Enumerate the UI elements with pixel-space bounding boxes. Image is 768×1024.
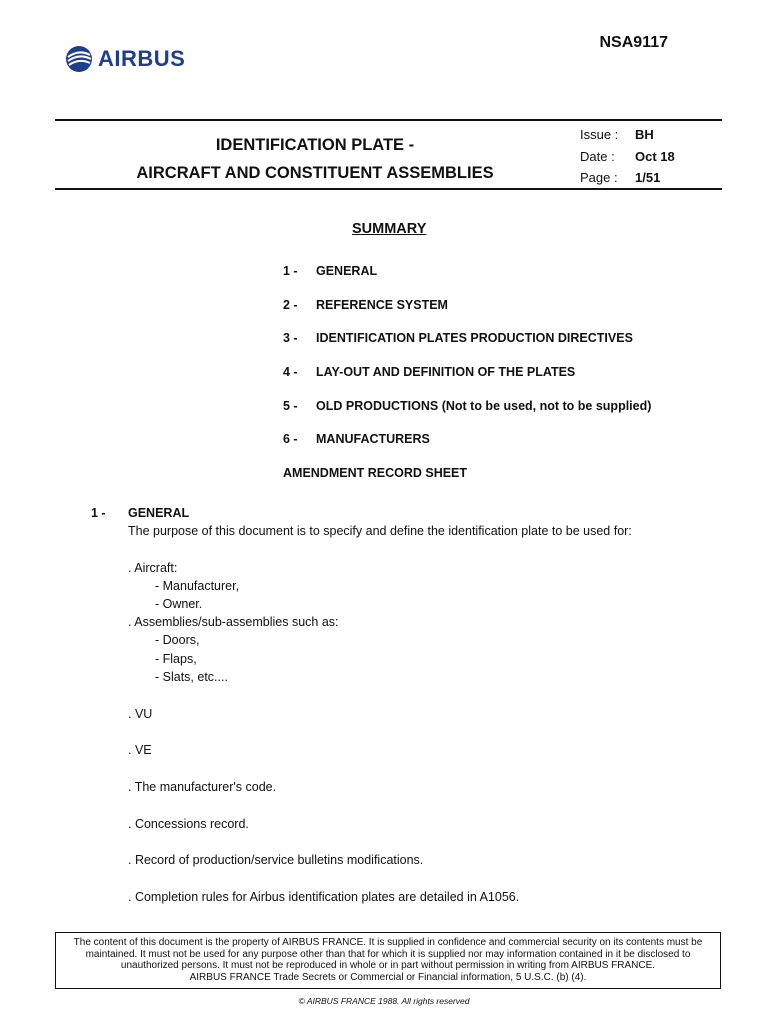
list-subitem: - Manufacturer, xyxy=(155,579,240,593)
list-item-assemblies: . Assemblies/sub-assemblies such as: xyxy=(128,615,339,629)
list-subitem: - Doors, xyxy=(155,633,200,647)
page-label: Page : xyxy=(580,170,618,185)
issue-value: BH xyxy=(635,127,654,142)
list-item-bulletins: . Record of production/service bulletins modifications. xyxy=(128,853,424,867)
copyright-notice: © AIRBUS FRANCE 1988. All rights reserved xyxy=(298,996,470,1006)
logo-text: AIRBUS xyxy=(98,46,186,71)
toc-item-number: 2 - xyxy=(283,298,298,312)
airbus-logo xyxy=(64,44,185,74)
section-intro: The purpose of this document is to specify and define the identification plate to be used for: xyxy=(128,524,632,538)
page-value: 1/51 xyxy=(635,170,661,185)
section-number: 1 - xyxy=(91,506,106,520)
amendment-record-sheet: AMENDMENT RECORD SHEET xyxy=(283,466,468,480)
toc-item-number: 6 - xyxy=(283,432,298,446)
header-bottom-rule xyxy=(55,188,722,190)
date-label: Date : xyxy=(580,149,615,164)
date-value: Oct 18 xyxy=(635,149,675,164)
confidentiality-notice xyxy=(55,932,721,989)
toc-item-number: 3 - xyxy=(283,331,298,345)
toc-item-manufacturers: MANUFACTURERS xyxy=(316,432,430,446)
list-subitem: - Owner. xyxy=(155,597,203,611)
list-item-ve: . VE xyxy=(128,743,152,757)
notice-line: AIRBUS FRANCE Trade Secrets or Commercial or Financial information, 5 U.S.C. (b) (4). xyxy=(189,971,587,983)
toc-item-general: GENERAL xyxy=(316,264,378,278)
list-item-aircraft: . Aircraft: xyxy=(128,561,178,575)
toc-item-number: 1 - xyxy=(283,264,298,278)
list-item-vu: . VU xyxy=(128,707,153,721)
toc-item-layout-definition: LAY-OUT AND DEFINITION OF THE PLATES xyxy=(316,365,576,379)
notice-line: The content of this document is the property of AIRBUS FRANCE. It is supplied in confidence and commercial security on its contents must be xyxy=(73,937,703,948)
notice-line: maintained. It must not be used for any purpose other than that for which it is supplied nor may information contained in it be disclosed to xyxy=(85,948,691,960)
section-title: GENERAL xyxy=(128,506,190,520)
issue-label: Issue : xyxy=(580,127,619,142)
list-subitem: - Slats, etc.... xyxy=(155,670,228,684)
list-item-concessions: . Concessions record. xyxy=(128,817,249,831)
list-subitem: - Flaps, xyxy=(155,652,197,666)
document-number: NSA9117 xyxy=(599,34,668,51)
document-title-line1: IDENTIFICATION PLATE - xyxy=(215,136,415,154)
toc-item-number: 5 - xyxy=(283,399,298,413)
toc-item-old-productions: OLD PRODUCTIONS (Not to be used, not to be supplied) xyxy=(316,399,652,413)
summary-title: SUMMARY xyxy=(352,221,427,237)
airbus-globe-icon xyxy=(64,44,94,74)
toc-item-production-directives: IDENTIFICATION PLATES PRODUCTION DIRECTIVES xyxy=(316,331,633,345)
list-item-manufacturer-code: . The manufacturer's code. xyxy=(128,780,277,794)
toc-item-reference-system: REFERENCE SYSTEM xyxy=(316,298,448,312)
toc-item-number: 4 - xyxy=(283,365,298,379)
notice-line: unauthorized persons. It must not be reproduced in whole or in part without permission in writing from AIRBUS FRANCE. xyxy=(120,960,656,971)
header-top-rule xyxy=(55,119,722,121)
list-item-completion-rules: . Completion rules for Airbus identification plates are detailed in A1056. xyxy=(128,890,520,904)
document-title-line2: AIRCRAFT AND CONSTITUENT ASSEMBLIES xyxy=(136,164,494,182)
